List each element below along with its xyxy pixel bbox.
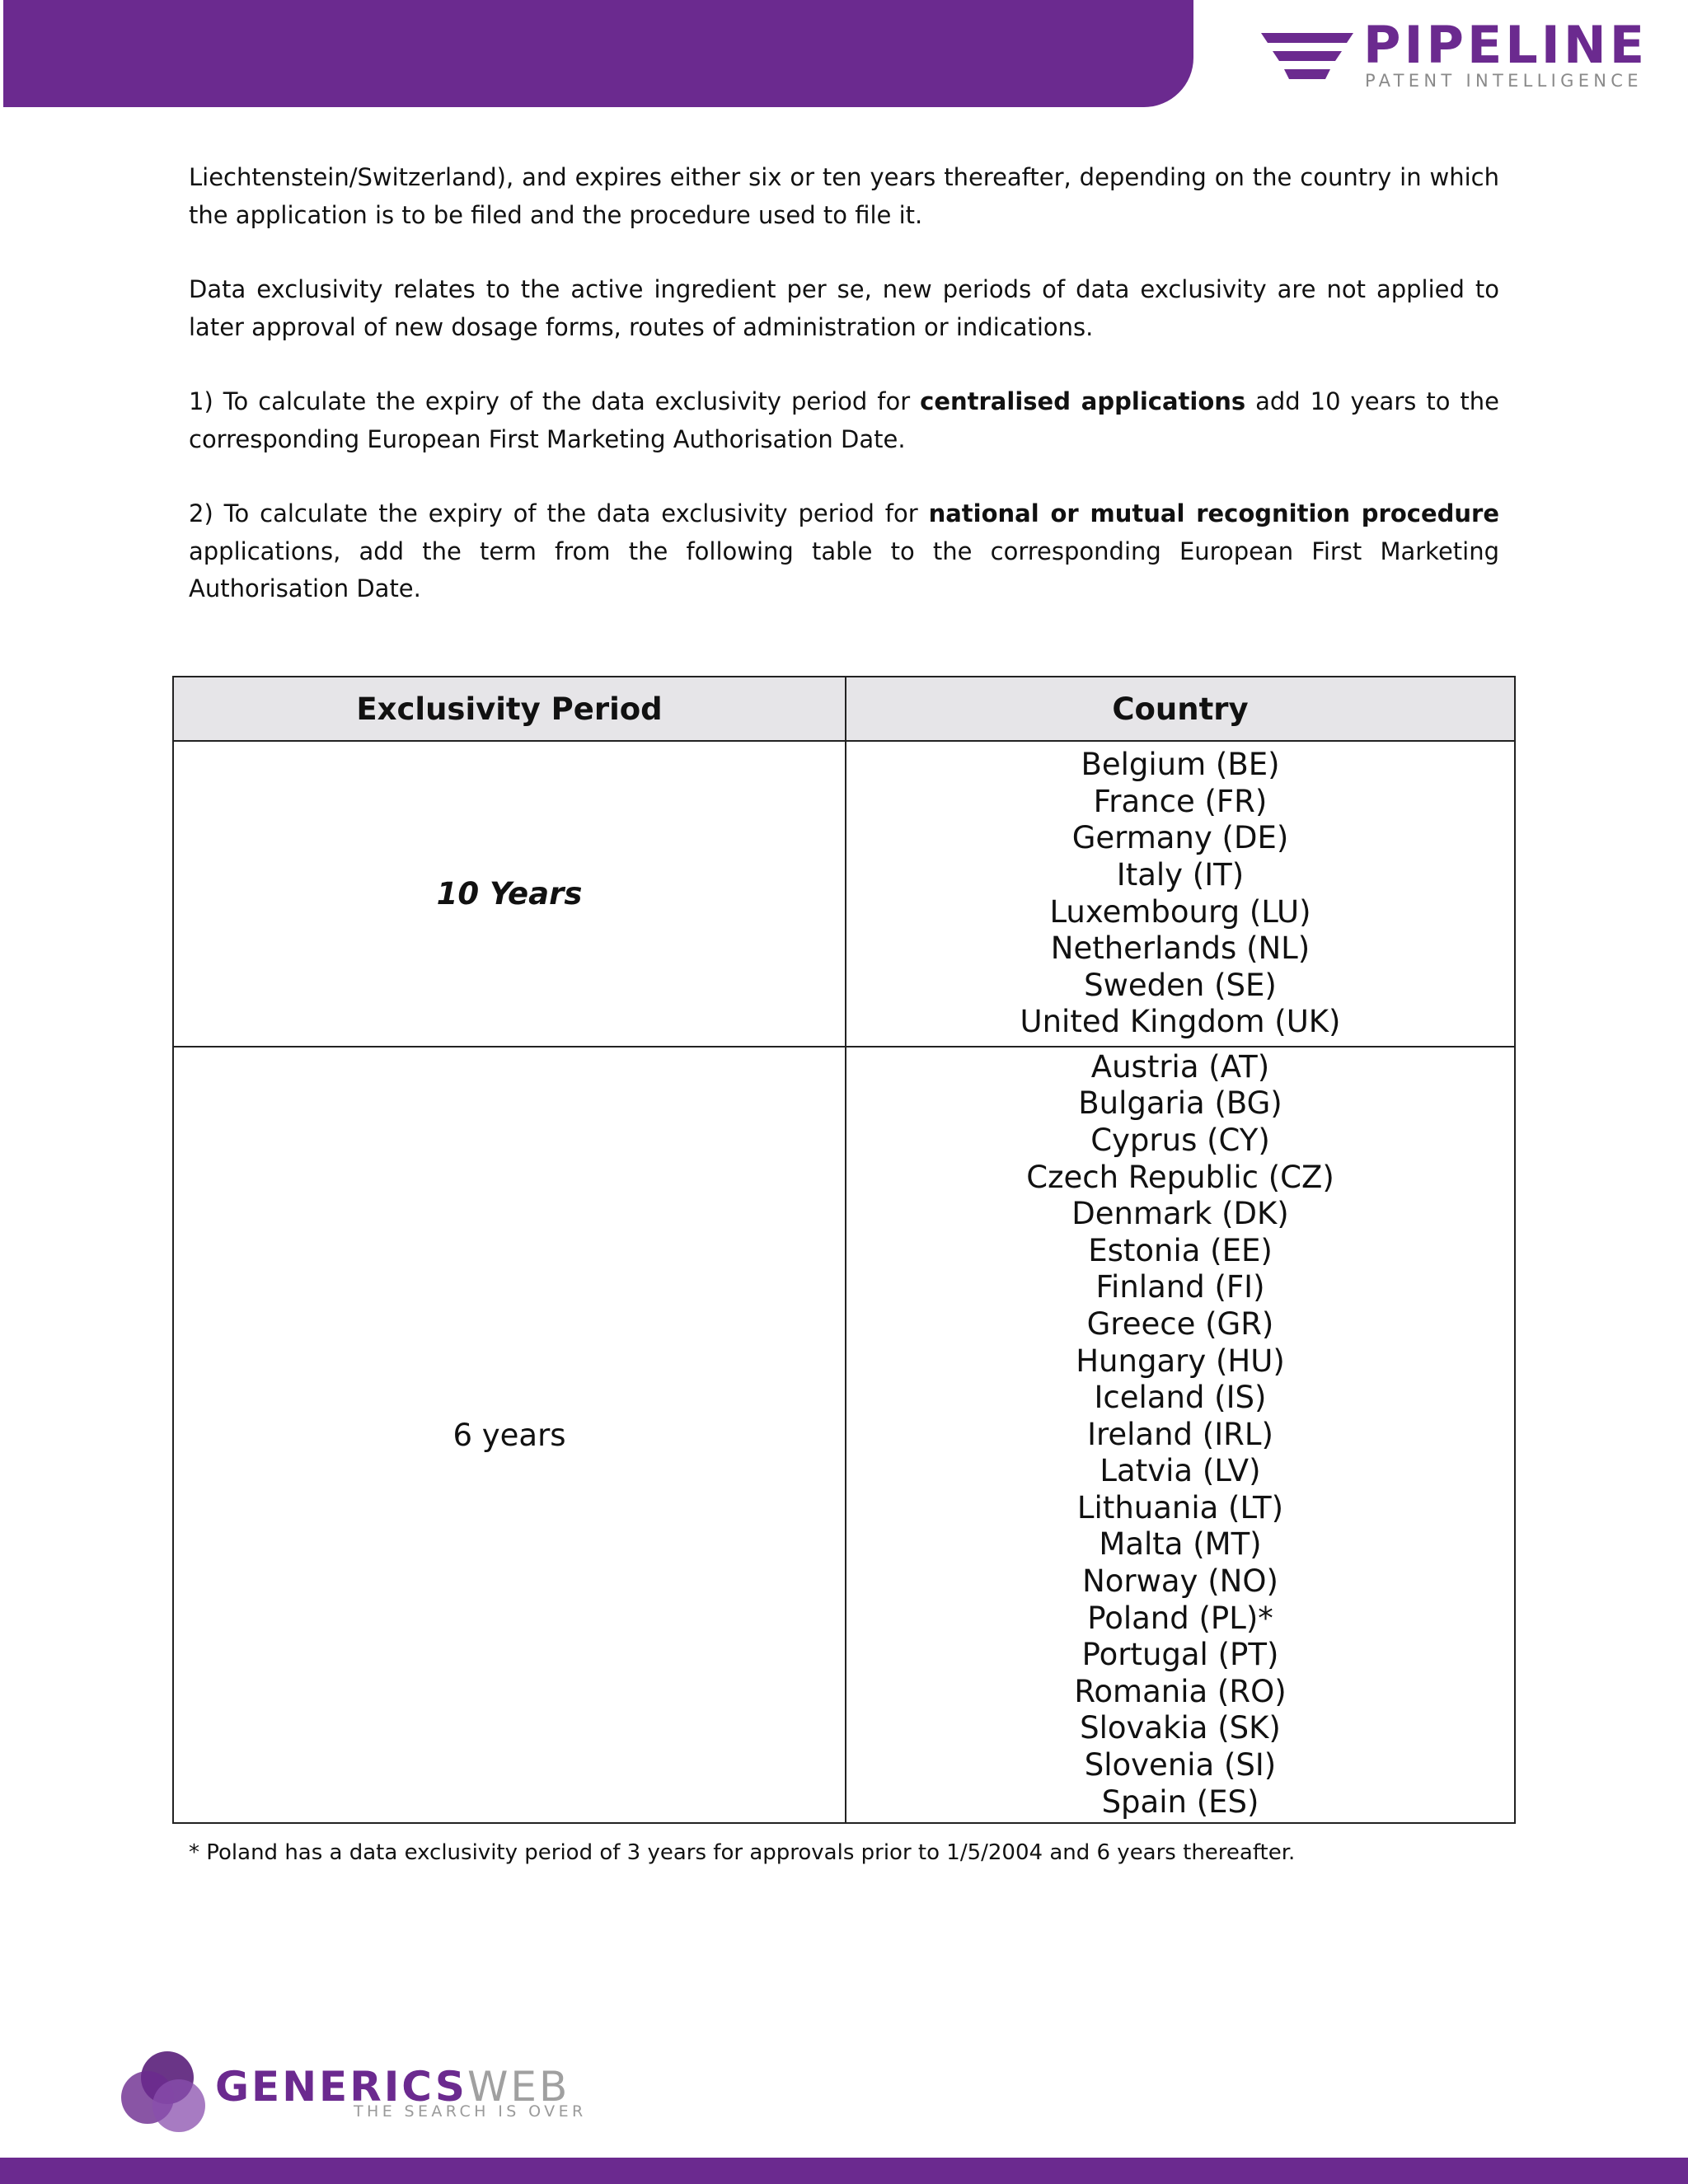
genericsweb-brand-name [215, 2063, 570, 2111]
country-item: France (FR) [1093, 783, 1268, 819]
country-list-cell [846, 741, 1515, 1047]
country-item: Hungary (HU) [1076, 1343, 1285, 1379]
document-body [189, 159, 1499, 645]
country-item: Ireland (IRL) [1087, 1416, 1273, 1452]
country-item: Cyprus (CY) [1090, 1122, 1270, 1158]
paragraph-national-tail: applications, add the term from the following table to the corresponding European First Marketing Authorisation Date. [189, 537, 1499, 602]
country-item: Spain (ES) [1101, 1783, 1259, 1820]
table-header-row [173, 677, 1515, 741]
column-header-country: Country [846, 677, 1515, 741]
country-item: Lithuania (LT) [1076, 1489, 1284, 1526]
paragraph-national [189, 495, 1499, 608]
country-item: Sweden (SE) [1084, 967, 1277, 1003]
genericsweb-logo [118, 2048, 612, 2139]
column-header-exclusivity-period: Exclusivity Period [173, 677, 846, 741]
table-row [173, 1047, 1515, 1823]
genericsweb-brand-part2: WEB [467, 2063, 570, 2111]
paragraph-intro [189, 159, 1499, 234]
header-band [3, 0, 1193, 107]
country-item: Latvia (LV) [1100, 1453, 1261, 1489]
country-item: Poland (PL)* [1087, 1600, 1273, 1636]
pipeline-logo-icon [1261, 33, 1353, 84]
paragraph-national-text: 2) To calculate the expiry of the data exclusivity period for [189, 499, 929, 527]
paragraph-centralised-emphasis: centralised applications [920, 387, 1246, 415]
country-item: Belgium (BE) [1081, 747, 1280, 783]
country-item: Luxembourg (LU) [1049, 893, 1311, 930]
genericsweb-tagline: THE SEARCH IS OVER [354, 2102, 587, 2121]
paragraph-data-exclusivity [189, 271, 1499, 346]
country-item: Czech Republic (CZ) [1026, 1159, 1334, 1195]
pipeline-logo [1261, 15, 1665, 91]
country-item: Greece (GR) [1086, 1305, 1274, 1342]
paragraph-intro-text: Liechtenstein/Switzerland), and expires either six or ten years thereafter, depending on the country in which the application is to be filed and the procedure used to file it. [189, 163, 1499, 229]
pipeline-brand-name: PIPELINE [1363, 15, 1648, 75]
country-item: Finland (FI) [1095, 1269, 1265, 1305]
table-row [173, 741, 1515, 1047]
country-item: Estonia (EE) [1088, 1232, 1273, 1268]
footer-band [0, 2158, 1688, 2184]
paragraph-data-exclusivity-text: Data exclusivity relates to the active ingredient per se, new periods of data exclusivity are not applied to later approval of new dosage forms, routes of administration or indications. [189, 275, 1499, 341]
genericsweb-brand-part1: GENERICS [215, 2063, 467, 2111]
table-footnote: * Poland has a data exclusivity period of 3 years for approvals prior to 1/5/2004 and 6 years thereafter. [189, 1840, 1296, 1865]
country-item: Bulgaria (BG) [1078, 1085, 1282, 1122]
country-item: United Kingdom (UK) [1020, 1004, 1341, 1040]
country-item: Austria (AT) [1090, 1048, 1270, 1085]
genericsweb-logo-icon [118, 2048, 209, 2135]
period-cell: 10 Years [173, 741, 846, 1047]
country-item: Denmark (DK) [1071, 1196, 1289, 1232]
country-item: Slovakia (SK) [1080, 1710, 1281, 1746]
period-cell: 6 years [173, 1047, 846, 1823]
paragraph-centralised [189, 383, 1499, 458]
paragraph-centralised-tail: add 10 years to the corresponding European First Marketing Authorisation Date. [189, 387, 1500, 453]
country-item: Malta (MT) [1099, 1526, 1262, 1563]
paragraph-centralised-text: 1) To calculate the expiry of the data exclusivity period for [189, 387, 921, 415]
country-item: Romania (RO) [1074, 1673, 1287, 1709]
pipeline-brand-tagline: PATENT INTELLIGENCE [1365, 71, 1643, 91]
country-item: Iceland (IS) [1094, 1380, 1267, 1416]
country-list-cell [846, 1047, 1515, 1823]
country-item: Italy (IT) [1116, 856, 1245, 893]
paragraph-national-emphasis: national or mutual recognition procedure [928, 499, 1500, 527]
country-item: Norway (NO) [1082, 1563, 1278, 1600]
country-item: Germany (DE) [1071, 820, 1289, 856]
exclusivity-table [172, 676, 1516, 1824]
country-item: Netherlands (NL) [1050, 930, 1311, 967]
country-item: Slovenia (SI) [1084, 1747, 1277, 1783]
country-item: Portugal (PT) [1081, 1637, 1279, 1673]
